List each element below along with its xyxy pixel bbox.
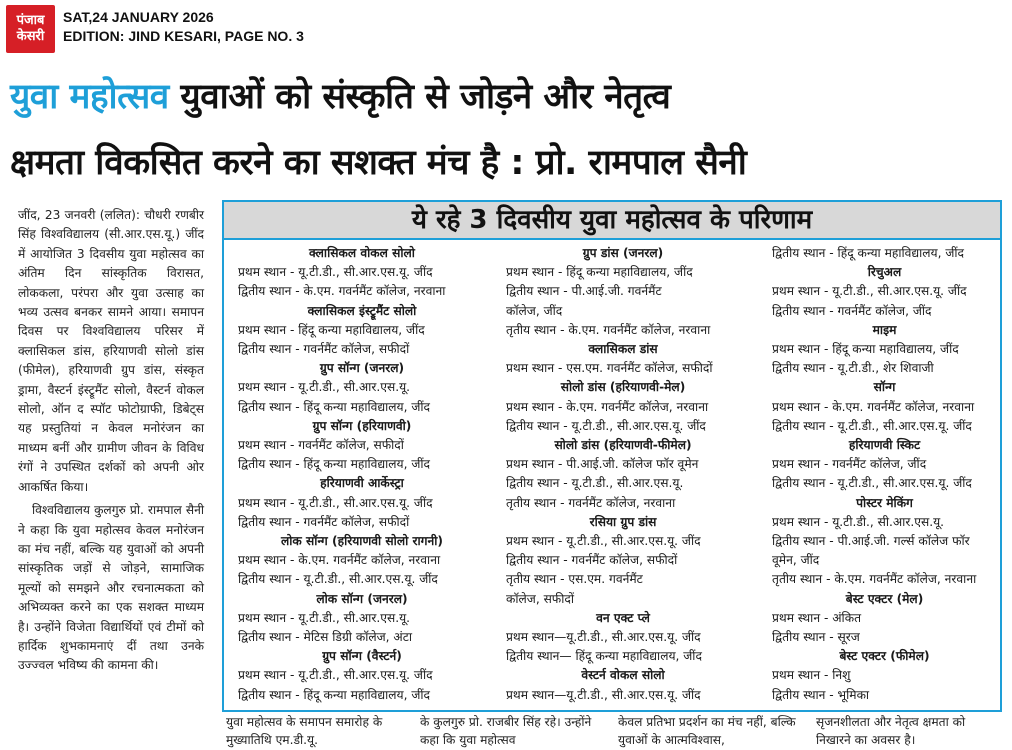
result-line: द्वितीय स्थान - हिंदू कन्या महाविद्यालय, जींद <box>238 399 431 414</box>
article-paragraph-1: जींद, 23 जनवरी (ललित): चौधरी रणबीर सिंह विश्वविद्यालय (सी.आर.एस.यू.) जींद में आयोजित 3 दिवसीय युवा महोत्सव का अंतिम दिन सांस्कृतिक विरासत, लोककला, परंपरा और युवा उत्साह का भव्य उत्सव बनकर सामने आया। समापन दिवस पर विश्वविद्यालय परिसर में क्लासिकल डांस, हरियाणवी सोलो डांस (फीमेल), हरियाणवी ग्रुप डांस, संस्कृत ड्रामा, वैस्टर्न इंस्ट्रूमैंट सोलो, वैस्टर्न वोकल सोलो, ऑन द स्पॉट फोटोग्राफी, डिबेट्स यह प्रस्तुतियां न केवल मनोरंजन का माध्यम बनीं और ग्रामीण जीवन के विविध रंगों ने उपस्थित दर्शकों को अपनी ओर आकर्षित किया। <box>18 208 204 494</box>
result-category-heading: क्लासिकल डांस <box>588 342 658 357</box>
result-line: द्वितीय स्थान - पी.आई.जी. गर्ल्स कॉलेज फॉर <box>772 534 970 549</box>
result-line: द्वितीय स्थान - हिंदू कन्या महाविद्यालय, जींद <box>772 246 965 260</box>
result-line: द्वितीय स्थान - यू.टी.डी., सी.आर.एस.यू. <box>506 476 684 491</box>
result-category-heading: सोलो डांस (हरियाणवी-मेल) <box>560 380 686 395</box>
result-category-heading: क्लासिकल इंस्ट्रूमैंट सोलो <box>307 303 417 318</box>
headline-line-1 <box>10 72 1002 122</box>
edition-date: SAT,24 JANUARY 2026 <box>63 9 214 25</box>
article-body <box>18 206 204 680</box>
result-line: द्वितीय स्थान - पी.आई.जी. गवर्नमैंट <box>506 284 662 299</box>
bottom-segment-3: केवल प्रतिभा प्रदर्शन का मंच नहीं, बल्कि युवाओं के आत्मविश्वास, <box>618 715 796 747</box>
result-line: प्रथम स्थान - हिंदू कन्या महाविद्यालय, जींद <box>238 322 425 337</box>
result-line: प्रथम स्थान - गवर्नमैंट कॉलेज, जींद <box>772 457 927 472</box>
result-line: प्रथम स्थान - के.एम. गवर्नमैंट कॉलेज, नरवाना <box>506 399 709 414</box>
result-line: द्वितीय स्थान - हिंदू कन्या महाविद्यालय, जींद <box>238 687 431 702</box>
result-category-heading: पोस्टर मेकिंग <box>856 495 913 510</box>
clipping-header <box>0 0 1012 56</box>
result-line: द्वितीय स्थान - यू.टी.डी., सी.आर.एस.यू. जींद <box>238 572 438 587</box>
result-line: तृतीय स्थान - गवर्नमैंट कॉलेज, नरवाना <box>506 495 676 510</box>
result-category-heading: लोक सॉन्ग (जनरल) <box>316 591 408 606</box>
result-line: द्वितीय स्थान - गवर्नमैंट कॉलेज, सफीदों <box>238 514 410 529</box>
result-line: कॉलेज, सफीदों <box>506 591 574 606</box>
edition-info <box>63 8 304 46</box>
edition-page: EDITION: JIND KESARI, PAGE NO. 3 <box>63 28 304 44</box>
result-line: द्वितीय स्थान - गवर्नमैंट कॉलेज, जींद <box>772 303 932 318</box>
headline-highlight: युवा महोत्सव <box>10 77 169 117</box>
result-line: प्रथम स्थान - यू.टी.डी., सी.आर.एस.यू. <box>238 380 411 395</box>
result-line: द्वितीय स्थान - यू.टी.डी., सी.आर.एस.यू. जींद <box>772 418 972 433</box>
newspaper-logo <box>6 5 55 53</box>
result-line: प्रथम स्थान - हिंदू कन्या महाविद्यालय, जींद <box>772 342 959 357</box>
result-line: द्वितीय स्थान - यू.टी.डी., शेर शिवाजी <box>772 361 934 376</box>
result-line: प्रथम स्थान - यू.टी.डी., सी.आर.एस.यू. जींद <box>238 495 433 510</box>
result-line: प्रथम स्थान - यू.टी.डी., सी.आर.एस.यू. <box>238 610 411 625</box>
result-line: प्रथम स्थान - गवर्नमैंट कॉलेज, सफीदों <box>238 438 404 453</box>
bottom-segment-1: युवा महोत्सव के समापन समारोह के मुख्यातिथि एम.डी.यू. <box>226 715 383 747</box>
result-category-heading: रिचुअल <box>867 265 902 280</box>
result-category-heading: सोलो डांस (हरियाणवी-फीमेल) <box>554 438 692 453</box>
result-category-heading: रसिया ग्रुप डांस <box>589 514 657 529</box>
result-category-heading: ग्रुप सॉन्ग (जनरल) <box>319 361 405 376</box>
result-line: तृतीय स्थान - के.एम. गवर्नमैंट कॉलेज, नरवाना <box>506 322 711 337</box>
result-line: द्वितीय स्थान - के.एम. गवर्नमैंट कॉलेज, नरवाना <box>238 284 446 299</box>
result-line: द्वितीय स्थान - यू.टी.डी., सी.आर.एस.यू. जींद <box>772 476 972 491</box>
bottom-segment-2: के कुलगुरु प्रो. राजबीर सिंह रहे। उन्होंने कहा कि युवा महोत्सव <box>420 715 592 747</box>
result-line: द्वितीय स्थान - गवर्नमैंट कॉलेज, सफीदों <box>238 342 410 357</box>
result-line: प्रथम स्थान - यू.टी.डी., सी.आर.एस.यू. <box>772 514 945 529</box>
result-category-heading: लोक सॉन्ग (हरियाणवी सोलो रागनी) <box>281 534 443 549</box>
result-line: द्वितीय स्थान - भूमिका <box>772 687 870 702</box>
headline-line-1-rest: युवाओं को संस्कृति से जोड़ने और नेतृत्व <box>168 77 671 117</box>
result-line: द्वितीय स्थान - यू.टी.डी., सी.आर.एस.यू. जींद <box>506 418 706 433</box>
result-line: प्रथम स्थान - के.एम. गवर्नमैंट कॉलेज, नरवाना <box>238 553 441 568</box>
result-line: कॉलेज, जींद <box>506 303 563 318</box>
result-line: प्रथम स्थान—यू.टी.डी., सी.आर.एस.यू. जींद <box>506 630 701 645</box>
result-line: प्रथम स्थान - हिंदू कन्या महाविद्यालय, जींद <box>506 265 693 280</box>
result-line: प्रथम स्थान - के.एम. गवर्नमैंट कॉलेज, नरवाना <box>772 399 975 414</box>
result-line: प्रथम स्थान - एस.एम. गवर्नमैंट कॉलेज, सफीदों <box>506 361 713 376</box>
result-category-heading: माइम <box>872 322 897 337</box>
result-category-heading: वेस्टर्न वोकल सोलो <box>581 668 665 683</box>
result-line: द्वितीय स्थान— हिंदू कन्या महाविद्यालय, जींद <box>506 649 702 664</box>
result-line: प्रथम स्थान - यू.टी.डी., सी.आर.एस.यू. जींद <box>238 265 433 280</box>
result-category-heading: बेस्ट एक्टर (मेल) <box>845 591 924 606</box>
result-line: द्वितीय स्थान - गवर्नमैंट कॉलेज, सफीदों <box>506 553 678 568</box>
result-category-heading: वन एक्ट प्ले <box>596 610 650 625</box>
result-line: तृतीय स्थान - एस.एम. गवर्नमैंट <box>506 572 643 587</box>
result-category-heading: बेस्ट एक्टर (फीमेल) <box>839 649 930 664</box>
result-line: द्वितीय स्थान - सूरज <box>772 630 860 645</box>
result-category-heading: हरियाणवी आर्केस्ट्रा <box>320 476 404 491</box>
results-column-2 <box>506 244 740 705</box>
result-line: प्रथम स्थान - निशु <box>772 668 851 683</box>
result-line: प्रथम स्थान - यू.टी.डी., सी.आर.एस.यू. जींद <box>238 668 433 683</box>
result-line: द्वितीय स्थान - मेटिस डिग्री कॉलेज, अंटा <box>238 630 413 645</box>
result-category-heading: हरियाणवी स्किट <box>848 438 921 453</box>
results-box <box>222 200 1002 712</box>
result-line: द्वितीय स्थान - हिंदू कन्या महाविद्यालय, जींद <box>238 457 431 472</box>
result-line: तृतीय स्थान - के.एम. गवर्नमैंट कॉलेज, नरवाना <box>772 572 977 587</box>
results-column-3 <box>772 244 997 705</box>
article-paragraph-2: विश्वविद्यालय कुलगुरु प्रो. रामपाल सैनी ने कहा कि युवा महोत्सव केवल मनोरंजन का मंच नहीं, बल्कि यह युवाओं को अपनी सांस्कृतिक जड़ों से जोड़ने, सामाजिक मूल्यों को समझने और रचनात्मकता को अभिव्यक्त करने का एक सशक्त माध्यम है। उन्होंने विजेता विद्यार्थियों एवं टीमों को हार्दिक शुभकामनाएं दीं तथा उनके उज्ज्वल भविष्य की कामना की। <box>18 503 204 673</box>
result-category-heading: सॉन्ग <box>873 380 896 395</box>
result-category-heading: क्लासिकल वोकल सोलो <box>309 246 415 260</box>
result-line: प्रथम स्थान - यू.टी.डी., सी.आर.एस.यू. जींद <box>506 534 701 549</box>
result-category-heading: ग्रुप सॉन्ग (हरियाणवी) <box>312 418 412 433</box>
logo-line-1: पंजाब <box>16 13 45 28</box>
result-category-heading: ग्रुप डांस (जनरल) <box>582 246 664 260</box>
result-line: वूमेन, जींद <box>772 553 820 568</box>
result-line: प्रथम स्थान - पी.आई.जी. कॉलेज फॉर वूमेन <box>506 457 699 472</box>
result-line: प्रथम स्थान - अंकित <box>772 610 862 625</box>
logo-line-2: केसरी <box>16 29 45 44</box>
result-category-heading: ग्रुप सॉन्ग (वैस्टर्न) <box>322 649 402 664</box>
headline-line-2: क्षमता विकसित करने का सशक्त मंच है : प्रो. रामपाल सैनी <box>10 143 747 183</box>
bottom-text-strip <box>222 713 1002 750</box>
results-title: ये रहे 3 दिवसीय युवा महोत्सव के परिणाम <box>224 202 1000 240</box>
result-line: प्रथम स्थान—यू.टी.डी., सी.आर.एस.यू. जींद <box>506 687 701 702</box>
results-column-1 <box>238 244 486 705</box>
bottom-segment-4: सृजनशीलता और नेतृत्व क्षमता को निखारने का अवसर है। <box>816 715 966 747</box>
result-line: प्रथम स्थान - यू.टी.डी., सी.आर.एस.यू. जींद <box>772 284 967 299</box>
